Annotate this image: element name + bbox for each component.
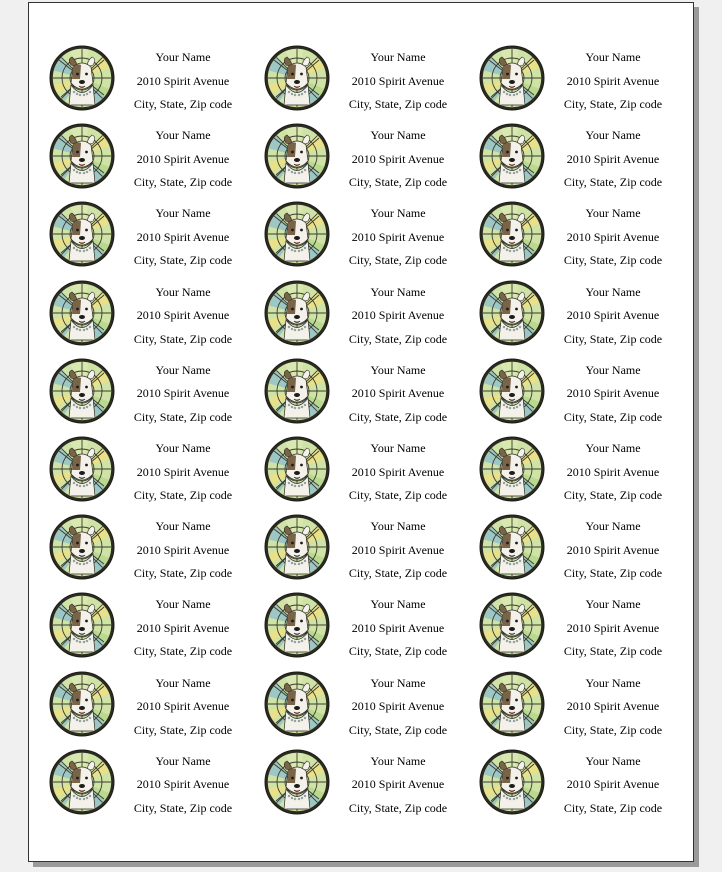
name-line: Your Name: [155, 597, 211, 612]
pitbull-seal-icon: [264, 514, 330, 580]
address-label-r9-c1: [29, 662, 239, 736]
street-line: 2010 Spirit Avenue: [351, 308, 445, 323]
name-line: Your Name: [370, 753, 426, 768]
street-line: 2010 Spirit Avenue: [566, 620, 660, 635]
address-block: [553, 46, 673, 117]
name-line: Your Name: [155, 128, 211, 143]
address-block: [338, 437, 458, 508]
address-label-r3-c3: [459, 192, 669, 266]
name-line: Your Name: [370, 284, 426, 299]
address-block: [553, 437, 673, 508]
address-label-r10-c1: [29, 740, 239, 814]
city-state-zip-line: City, State, Zip code: [348, 644, 448, 659]
address-block: [123, 359, 243, 430]
pitbull-seal-icon: [479, 592, 545, 658]
name-line: Your Name: [370, 362, 426, 377]
street-line: 2010 Spirit Avenue: [566, 386, 660, 401]
street-line: 2010 Spirit Avenue: [351, 151, 445, 166]
street-line: 2010 Spirit Avenue: [351, 542, 445, 557]
street-line: 2010 Spirit Avenue: [351, 229, 445, 244]
pitbull-seal-icon: [264, 749, 330, 815]
street-line: 2010 Spirit Avenue: [351, 386, 445, 401]
pitbull-seal-icon: [49, 201, 115, 267]
street-line: 2010 Spirit Avenue: [136, 308, 230, 323]
address-block: [123, 281, 243, 352]
address-block: [338, 515, 458, 586]
street-line: 2010 Spirit Avenue: [351, 777, 445, 792]
city-state-zip-line: City, State, Zip code: [133, 722, 233, 737]
address-label-r2-c3: [459, 114, 669, 188]
city-state-zip-line: City, State, Zip code: [348, 488, 448, 502]
address-label-r4-c3: [459, 271, 669, 345]
pitbull-seal-icon: [264, 436, 330, 502]
city-state-zip-line: City, State, Zip code: [563, 409, 663, 424]
address-block: [338, 672, 458, 743]
pitbull-seal-icon: [49, 280, 115, 346]
address-block: [123, 202, 243, 273]
city-state-zip-line: City, State, Zip code: [348, 800, 448, 815]
city-state-zip-line: City, State, Zip code: [348, 175, 448, 190]
pitbull-seal-icon: [479, 436, 545, 502]
street-line: 2010 Spirit Avenue: [136, 386, 230, 401]
address-label-r5-c1: [29, 349, 239, 423]
name-line: Your Name: [155, 284, 211, 299]
street-line: 2010 Spirit Avenue: [351, 699, 445, 714]
address-block: [123, 437, 243, 508]
address-label-r7-c2: [244, 505, 454, 579]
name-line: Your Name: [370, 441, 426, 455]
city-state-zip-line: City, State, Zip code: [133, 97, 233, 111]
address-label-r8-c3: [459, 583, 669, 657]
street-line: 2010 Spirit Avenue: [136, 464, 230, 479]
name-line: Your Name: [155, 753, 211, 768]
address-label-r1-c1: [29, 36, 239, 110]
address-label-r1-c2: [244, 36, 454, 110]
address-label-r6-c2: [244, 427, 454, 501]
name-line: Your Name: [155, 362, 211, 377]
pitbull-seal-icon: [479, 358, 545, 424]
city-state-zip-line: City, State, Zip code: [563, 800, 663, 815]
city-state-zip-line: City, State, Zip code: [348, 409, 448, 424]
pitbull-seal-icon: [49, 592, 115, 658]
name-line: Your Name: [370, 128, 426, 143]
name-line: Your Name: [155, 50, 211, 64]
city-state-zip-line: City, State, Zip code: [348, 331, 448, 346]
street-line: 2010 Spirit Avenue: [566, 151, 660, 166]
name-line: Your Name: [155, 675, 211, 690]
name-line: Your Name: [370, 675, 426, 690]
pitbull-seal-icon: [479, 749, 545, 815]
city-state-zip-line: City, State, Zip code: [348, 97, 448, 111]
address-block: [123, 593, 243, 664]
pitbull-seal-icon: [479, 671, 545, 737]
address-block: [553, 281, 673, 352]
street-line: 2010 Spirit Avenue: [566, 73, 660, 88]
name-line: Your Name: [370, 597, 426, 612]
city-state-zip-line: City, State, Zip code: [133, 800, 233, 815]
pitbull-seal-icon: [49, 671, 115, 737]
address-block: [123, 515, 243, 586]
address-block: [553, 359, 673, 430]
pitbull-seal-icon: [49, 358, 115, 424]
address-block: [338, 359, 458, 430]
address-label-r6-c1: [29, 427, 239, 501]
pitbull-seal-icon: [264, 280, 330, 346]
street-line: 2010 Spirit Avenue: [136, 777, 230, 792]
address-block: [338, 124, 458, 195]
city-state-zip-line: City, State, Zip code: [348, 722, 448, 737]
street-line: 2010 Spirit Avenue: [566, 542, 660, 557]
address-label-r7-c1: [29, 505, 239, 579]
city-state-zip-line: City, State, Zip code: [133, 409, 233, 424]
city-state-zip-line: City, State, Zip code: [563, 722, 663, 737]
pitbull-seal-icon: [49, 45, 115, 111]
pitbull-seal-icon: [479, 45, 545, 111]
address-label-r4-c2: [244, 271, 454, 345]
address-label-r5-c2: [244, 349, 454, 423]
name-line: Your Name: [155, 206, 211, 221]
address-label-r8-c1: [29, 583, 239, 657]
city-state-zip-line: City, State, Zip code: [348, 566, 448, 581]
pitbull-seal-icon: [479, 201, 545, 267]
name-line: Your Name: [585, 128, 641, 143]
pitbull-seal-icon: [264, 671, 330, 737]
name-line: Your Name: [370, 519, 426, 534]
street-line: 2010 Spirit Avenue: [136, 151, 230, 166]
address-block: [123, 46, 243, 117]
address-label-r3-c1: [29, 192, 239, 266]
street-line: 2010 Spirit Avenue: [136, 542, 230, 557]
address-block: [338, 281, 458, 352]
city-state-zip-line: City, State, Zip code: [133, 566, 233, 581]
address-label-r6-c3: [459, 427, 669, 501]
name-line: Your Name: [155, 441, 211, 455]
address-block: [338, 202, 458, 273]
name-line: Your Name: [585, 50, 641, 64]
pitbull-seal-icon: [479, 123, 545, 189]
address-label-r2-c2: [244, 114, 454, 188]
street-line: 2010 Spirit Avenue: [351, 73, 445, 88]
address-label-r2-c1: [29, 114, 239, 188]
name-line: Your Name: [585, 753, 641, 768]
city-state-zip-line: City, State, Zip code: [348, 253, 448, 268]
pitbull-seal-icon: [264, 358, 330, 424]
city-state-zip-line: City, State, Zip code: [563, 566, 663, 581]
address-block: [123, 672, 243, 743]
address-block: [338, 750, 458, 821]
street-line: 2010 Spirit Avenue: [136, 73, 230, 88]
address-block: [553, 515, 673, 586]
address-label-r10-c2: [244, 740, 454, 814]
street-line: 2010 Spirit Avenue: [566, 308, 660, 323]
city-state-zip-line: City, State, Zip code: [133, 175, 233, 190]
name-line: Your Name: [585, 441, 641, 455]
address-label-r9-c3: [459, 662, 669, 736]
street-line: 2010 Spirit Avenue: [566, 229, 660, 244]
name-line: Your Name: [585, 362, 641, 377]
address-label-r5-c3: [459, 349, 669, 423]
address-block: [553, 672, 673, 743]
address-block: [553, 124, 673, 195]
pitbull-seal-icon: [49, 514, 115, 580]
address-label-r1-c3: [459, 36, 669, 110]
street-line: 2010 Spirit Avenue: [136, 229, 230, 244]
pitbull-seal-icon: [479, 280, 545, 346]
city-state-zip-line: City, State, Zip code: [133, 331, 233, 346]
street-line: 2010 Spirit Avenue: [566, 699, 660, 714]
name-line: Your Name: [585, 284, 641, 299]
pitbull-seal-icon: [264, 123, 330, 189]
city-state-zip-line: City, State, Zip code: [133, 253, 233, 268]
pitbull-seal-icon: [49, 436, 115, 502]
name-line: Your Name: [585, 675, 641, 690]
address-label-r8-c2: [244, 583, 454, 657]
address-block: [553, 202, 673, 273]
street-line: 2010 Spirit Avenue: [136, 620, 230, 635]
name-line: Your Name: [370, 206, 426, 221]
pitbull-seal-icon: [49, 749, 115, 815]
city-state-zip-line: City, State, Zip code: [563, 253, 663, 268]
name-line: Your Name: [585, 597, 641, 612]
name-line: Your Name: [370, 50, 426, 64]
street-line: 2010 Spirit Avenue: [136, 699, 230, 714]
address-block: [338, 46, 458, 117]
pitbull-seal-icon: [264, 201, 330, 267]
pitbull-seal-icon: [264, 592, 330, 658]
city-state-zip-line: City, State, Zip code: [563, 97, 663, 111]
city-state-zip-line: City, State, Zip code: [563, 488, 663, 502]
label-sheet-page: [28, 2, 694, 862]
address-block: [123, 124, 243, 195]
street-line: 2010 Spirit Avenue: [566, 464, 660, 479]
address-block: [338, 593, 458, 664]
pitbull-seal-icon: [49, 123, 115, 189]
name-line: Your Name: [155, 519, 211, 534]
city-state-zip-line: City, State, Zip code: [133, 488, 233, 502]
address-block: [553, 593, 673, 664]
street-line: 2010 Spirit Avenue: [351, 620, 445, 635]
city-state-zip-line: City, State, Zip code: [133, 644, 233, 659]
address-label-r4-c1: [29, 271, 239, 345]
pitbull-seal-icon: [264, 45, 330, 111]
address-label-r3-c2: [244, 192, 454, 266]
pitbull-seal-icon: [479, 514, 545, 580]
street-line: 2010 Spirit Avenue: [566, 777, 660, 792]
name-line: Your Name: [585, 519, 641, 534]
street-line: 2010 Spirit Avenue: [351, 464, 445, 479]
name-line: Your Name: [585, 206, 641, 221]
address-block: [123, 750, 243, 821]
address-label-r7-c3: [459, 505, 669, 579]
address-label-r10-c3: [459, 740, 669, 814]
address-block: [553, 750, 673, 821]
city-state-zip-line: City, State, Zip code: [563, 644, 663, 659]
address-label-r9-c2: [244, 662, 454, 736]
city-state-zip-line: City, State, Zip code: [563, 175, 663, 190]
city-state-zip-line: City, State, Zip code: [563, 331, 663, 346]
